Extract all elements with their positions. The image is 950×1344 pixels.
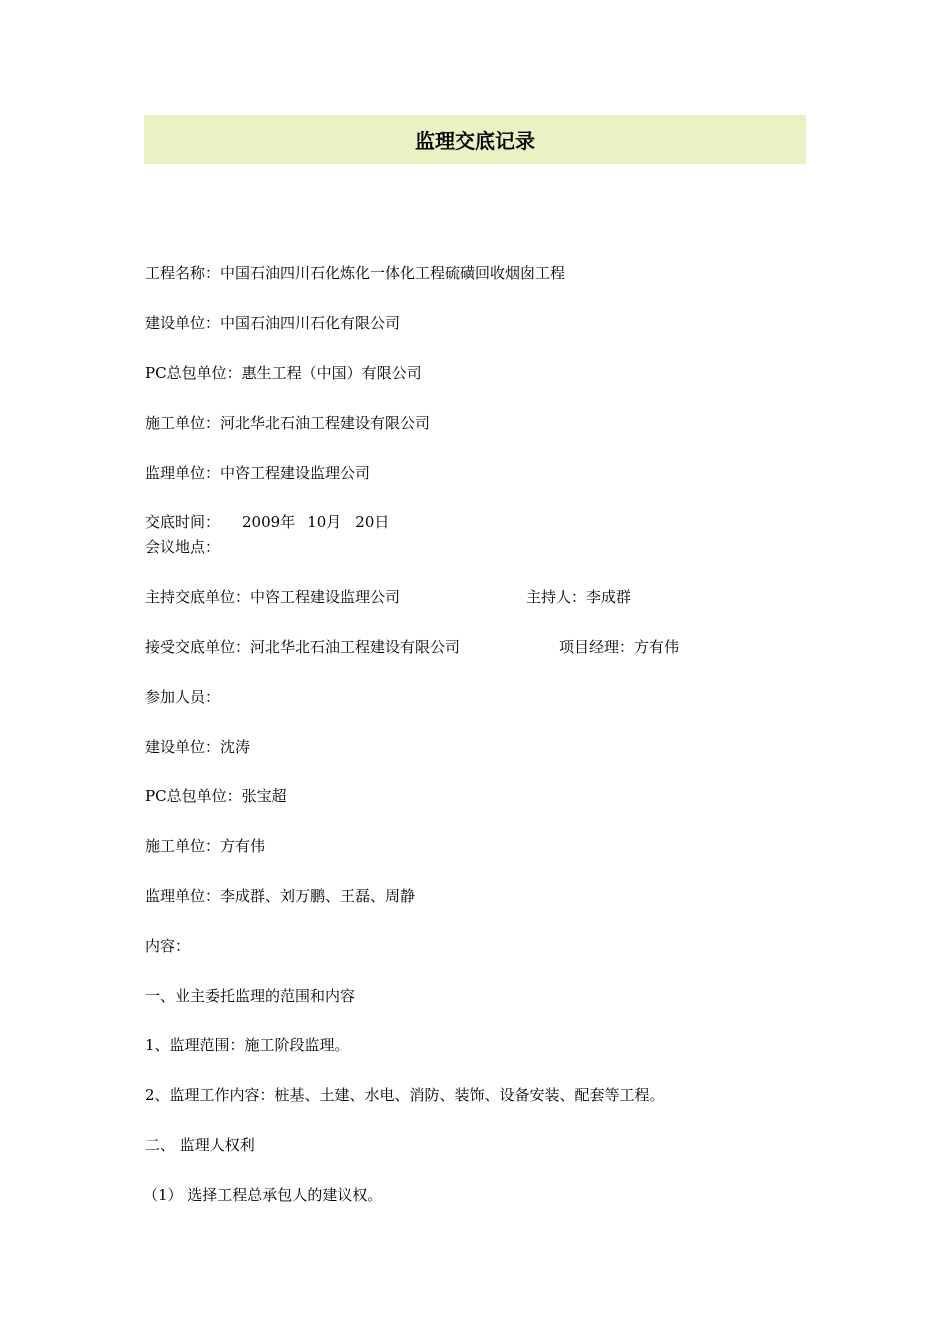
project-manager-line: 项目经理：方有伟 (559, 638, 680, 656)
scope-item-2: 2、监理工作内容：桩基、土建、水电、消防、装饰、设备安装、配套等工程。 (145, 1086, 665, 1104)
date-year: 2009年 (242, 513, 296, 531)
pc-contractor-line: PC总包单位：惠生工程（中国）有限公司 (145, 364, 422, 382)
date-day: 20日 (355, 513, 390, 531)
document-title: 监理交底记录 (415, 129, 535, 153)
participants-heading: 参加人员： (145, 688, 221, 706)
construction-unit-line: 建设单位：中国石油四川石化有限公司 (145, 314, 401, 332)
participant-builder: 施工单位：方有伟 (145, 837, 266, 855)
scope-item-1: 1、监理范围：施工阶段监理。 (145, 1036, 350, 1054)
section-1-heading: 一、业主委托监理的范围和内容 (145, 987, 356, 1005)
right-item-1: （1） 选择工程总承包人的建议权。 (143, 1186, 383, 1204)
participant-pc-contractor: PC总包单位：张宝超 (145, 787, 287, 805)
date-month: 10月 (307, 513, 342, 531)
supervisor-line: 监理单位：中咨工程建设监理公司 (145, 464, 371, 482)
date-line (145, 512, 389, 532)
title-banner (144, 115, 806, 164)
participant-construction-unit: 建设单位：沈涛 (145, 738, 251, 756)
project-name-line: 工程名称：中国石油四川石化炼化一体化工程硫磺回收烟囱工程 (145, 264, 566, 282)
host-unit-line: 主持交底单位：中咨工程建设监理公司 (145, 588, 401, 606)
content-heading: 内容： (145, 937, 191, 955)
participant-supervisor: 监理单位：李成群、刘万鹏、王磊、周静 (145, 887, 416, 905)
receiving-unit-line: 接受交底单位：河北华北石油工程建设有限公司 (145, 638, 461, 656)
venue-line: 会议地点： (145, 538, 221, 556)
date-label: 交底时间： (145, 513, 221, 531)
host-person-line: 主持人：李成群 (526, 588, 632, 606)
builder-line: 施工单位：河北华北石油工程建设有限公司 (145, 414, 431, 432)
section-2-heading: 二、 监理人权利 (145, 1136, 255, 1154)
